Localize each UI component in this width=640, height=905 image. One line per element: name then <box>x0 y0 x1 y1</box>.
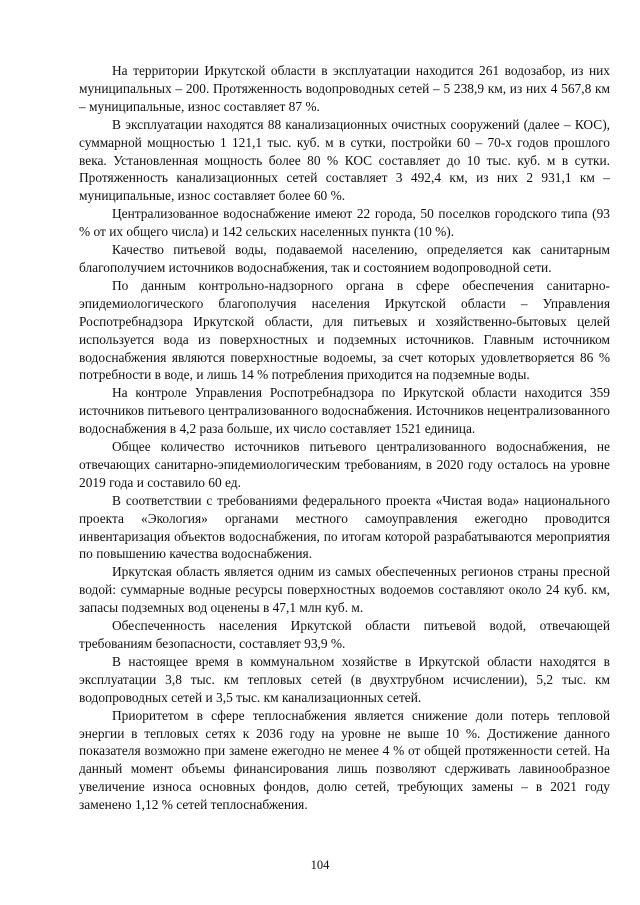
paragraph-water-resources: Иркутская область является одним из самых обеспеченных регионов страны пресной водой: суммарные водные ресурсы поверхностных водоемов составляют около 24 куб. км, запасы подземных вод оценены в 47,1 млн куб. м. <box>79 564 610 616</box>
paragraph-water-quality: Качество питьевой воды, подаваемой населению, определяется как санитарным благополучием источников водоснабжения, так и состоянием водопроводной сети. <box>79 242 610 275</box>
paragraph-heat-supply-priority: Приоритетом в сфере теплоснабжения является снижение доли потерь тепловой энергии в тепловых сетях к 2036 году на уровне не выше 10 %. Достижение данного показателя возможно при замене ежегодно не менее 4 % от общей протяженности сетей. На данный момент объемы финансирования лишь позволяют сдерживать лавинообразное увеличение износа основных фондов, долю сетей, требующих замены – в 2021 году заменено 1,12 % сетей теплоснабжения. <box>79 707 610 813</box>
paragraph-rospotrebnadzor-data: По данным контрольно-надзорного органа в сфере обеспечения санитарно-эпидемиологического благополучия населения Иркутской области – Управления Роспотребнадзора Иркутской области, для питьевых и хозяйственно-бытовых целей используется вода из поверхностных и подземных источников. Главным источником водоснабжения являются поверхностные водоемы, за счет которых удовлетворяется 86 % потребности в воде, и лишь 14 % потребления приходится на подземные воды. <box>79 277 610 383</box>
paragraph-central-water-supply: Централизованное водоснабжение имеют 22 города, 50 поселков городского типа (93 % от их общего числа) и 142 сельских населенных пункта (10 %). <box>79 206 610 240</box>
paragraph-sewage-plants: В эксплуатации находятся 88 канализационных очистных сооружений (далее – КОС), суммарной мощностью 1 121,1 тыс. куб. м в сутки, постройки 60 – 70-х годов прошлого века. Установленная мощность более 80 % КОС составляет до 10 тыс. куб. м в сутки. Протяженность канализационных сетей составляет 3 492,4 км, из них 2 931,1 км – муниципальные, износ составляет более 60 %. <box>79 116 610 204</box>
paragraph-clean-water-project: В соответствии с требованиями федерального проекта «Чистая вода» национального проекта «Экология» органами местного самоуправления ежегодно проводится инвентаризация объектов водоснабжения, по итогам которой разрабатываются мероприятия по повышению качества водоснабжения. <box>79 492 610 562</box>
paragraph-noncompliant-sources: Общее количество источников питьевого централизованного водоснабжения, не отвечающих санитарно-эпидемиологическим требованиям, в 2020 году осталось на уровне 2019 года и составило 60 ед. <box>79 439 610 490</box>
paragraph-water-intakes: На территории Иркутской области в эксплуатации находится 261 водозабор, из них муниципальных – 200. Протяженность водопроводных сетей – 5 238,9 км, из них 4 567,8 км – муниципальные, износ составляет 87 %. <box>79 63 610 114</box>
paragraph-water-sources-count: На контроле Управления Роспотребнадзора по Иркутской области находится 359 источников питьевого централизованного водоснабжения. Источников нецентрализованного водоснабжения в 4,2 раза больше, их число составляет 1521 единица. <box>79 385 610 437</box>
paragraph-safe-water-share: Обеспеченность населения Иркутской области питьевой водой, отвечающей требованиям безопасности, составляет 93,9 %. <box>79 618 610 651</box>
document-body <box>79 62 610 814</box>
page-number: 104 <box>310 858 330 872</box>
paragraph-utility-networks: В настоящее время в коммунальном хозяйстве в Иркутской области находятся в эксплуатации 3,8 тыс. км тепловых сетей (в двухтрубном исчислении), 5,2 тыс. км водопроводных сетей и 3,5 тыс. км канализационных сетей. <box>79 653 610 705</box>
